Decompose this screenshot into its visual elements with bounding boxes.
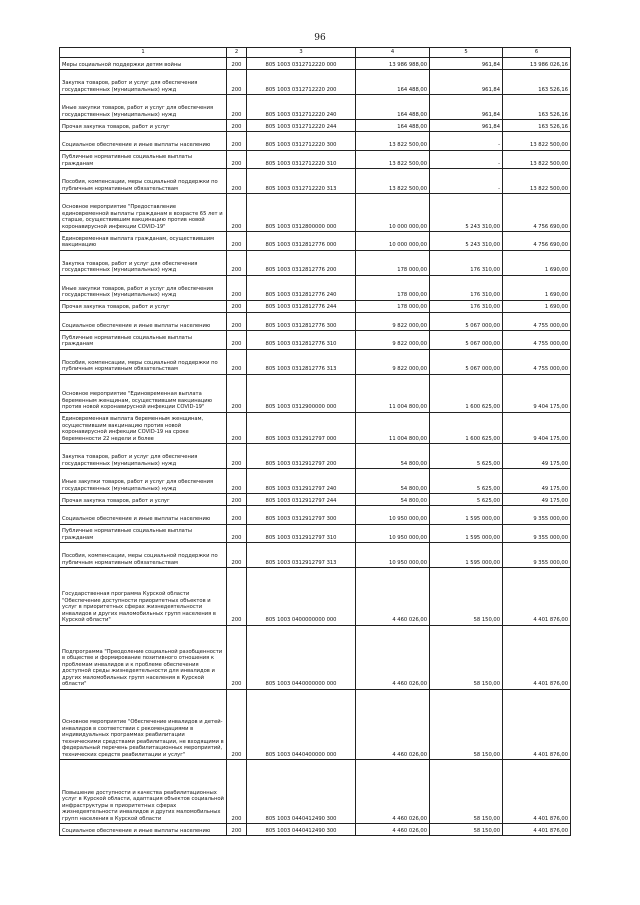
row-remainder-cell: 9 355 000,00 [503,524,571,543]
row-executed-cell: 58 150,00 [430,568,503,626]
row-group-cell: 200 [227,543,247,568]
row-name-cell: Меры социальной поддержки детям войны [60,58,227,70]
table-row [60,250,571,275]
row-amount-cell: 11 004 800,00 [356,374,430,412]
row-remainder-cell: 4 401 876,00 [503,568,571,626]
row-remainder-cell: 4 755 000,00 [503,349,571,374]
row-group-cell: 200 [227,824,247,836]
row-executed-cell: 1 595 000,00 [430,524,503,543]
row-remainder-cell: 4 755 000,00 [503,312,571,331]
row-group-cell: 200 [227,349,247,374]
row-remainder-cell: 4 401 876,00 [503,689,571,760]
row-remainder-cell: 4 401 876,00 [503,760,571,824]
row-name-cell: Социальное обеспечение и иные выплаты населению [60,312,227,331]
row-remainder-cell: 4 401 876,00 [503,824,571,836]
row-executed-cell: 1 600 625,00 [430,374,503,412]
table-row [60,232,571,251]
row-remainder-cell: 1 690,00 [503,250,571,275]
table-row [60,70,571,95]
row-code-cell: 805 1003 0312712220 200 [247,70,356,95]
row-amount-cell: 13 822 500,00 [356,169,430,194]
header-col-4: 4 [356,48,430,58]
row-name-cell: Единовременная выплата гражданам, осуществившим вакцинацию [60,232,227,251]
row-executed-cell: 5 243 310,00 [430,194,503,232]
row-amount-cell: 10 000 000,00 [356,194,430,232]
row-remainder-cell: 4 756 690,00 [503,194,571,232]
row-code-cell: 805 1003 0312812776 310 [247,331,356,350]
row-remainder-cell: 9 355 000,00 [503,543,571,568]
row-name-cell: Закупка товаров, работ и услуг для обеспечения государственных (муниципальных) нужд [60,70,227,95]
row-executed-cell: 58 150,00 [430,625,503,689]
row-group-cell: 200 [227,524,247,543]
row-executed-cell: 5 625,00 [430,444,503,469]
row-executed-cell: 58 150,00 [430,689,503,760]
row-code-cell: 805 1003 0312912797 310 [247,524,356,543]
row-code-cell: 805 1003 0312912797 244 [247,494,356,506]
budget-table [59,47,571,836]
row-name-cell: Пособия, компенсации, меры социальной поддержки по публичным нормативным обязательствам [60,169,227,194]
row-remainder-cell: 9 404 175,00 [503,412,571,444]
row-amount-cell: 10 950 000,00 [356,506,430,525]
row-amount-cell: 54 800,00 [356,444,430,469]
table-row [60,275,571,300]
row-amount-cell: 10 000 000,00 [356,232,430,251]
row-code-cell: 805 1003 0312912797 200 [247,444,356,469]
row-amount-cell: 178 000,00 [356,300,430,312]
table-row [60,412,571,444]
row-group-cell: 200 [227,120,247,132]
table-row [60,150,571,169]
row-executed-cell: 961,84 [430,120,503,132]
row-amount-cell: 178 000,00 [356,250,430,275]
row-executed-cell: 176 310,00 [430,300,503,312]
row-executed-cell: 176 310,00 [430,275,503,300]
row-amount-cell: 4 460 026,00 [356,689,430,760]
row-group-cell: 200 [227,625,247,689]
row-name-cell: Публичные нормативные социальные выплаты гражданам [60,524,227,543]
row-executed-cell: 176 310,00 [430,250,503,275]
row-group-cell: 200 [227,150,247,169]
row-remainder-cell: 49 175,00 [503,494,571,506]
row-amount-cell: 164 488,00 [356,70,430,95]
row-code-cell: 805 1003 0312712220 310 [247,150,356,169]
table-row [60,494,571,506]
table-row [60,824,571,836]
row-remainder-cell: 163 526,16 [503,120,571,132]
row-name-cell: Публичные нормативные социальные выплаты гражданам [60,150,227,169]
table-row [60,625,571,689]
row-executed-cell: - [430,132,503,151]
row-code-cell: 805 1003 0440000000 000 [247,625,356,689]
row-amount-cell: 54 800,00 [356,494,430,506]
row-code-cell: 805 1003 0312912797 000 [247,412,356,444]
row-amount-cell: 13 822 500,00 [356,132,430,151]
row-group-cell: 200 [227,374,247,412]
table-row [60,689,571,760]
row-name-cell: Подпрограмма "Преодоление социальной разобщенности в обществе и формирование позитивного отношения к проблемам инвалидов и к проблеме обеспечения доступной среды жизнедеятельности для инвалидов и других маломобильных групп населения в Курской области" [60,625,227,689]
row-group-cell: 200 [227,58,247,70]
row-executed-cell: 961,84 [430,95,503,120]
header-col-6: 6 [503,48,571,58]
row-code-cell: 805 1003 0312900000 000 [247,374,356,412]
row-name-cell: Иные закупки товаров, работ и услуг для обеспечения государственных (муниципальных) нужд [60,469,227,494]
row-executed-cell: 58 150,00 [430,824,503,836]
row-code-cell: 805 1003 0440400000 000 [247,689,356,760]
row-code-cell: 805 1003 0440412490 300 [247,824,356,836]
row-executed-cell: - [430,150,503,169]
row-name-cell: Закупка товаров, работ и услуг для обеспечения государственных (муниципальных) нужд [60,444,227,469]
header-col-1: 1 [60,48,227,58]
row-amount-cell: 9 822 000,00 [356,312,430,331]
row-remainder-cell: 9 355 000,00 [503,506,571,525]
row-amount-cell: 10 950 000,00 [356,543,430,568]
row-remainder-cell: 4 755 000,00 [503,331,571,350]
table-row [60,543,571,568]
row-amount-cell: 4 460 026,00 [356,568,430,626]
row-group-cell: 200 [227,469,247,494]
table-row [60,469,571,494]
row-code-cell: 805 1003 0312712220 000 [247,58,356,70]
row-executed-cell: 1 600 625,00 [430,412,503,444]
row-code-cell: 805 1003 0312712220 300 [247,132,356,151]
row-remainder-cell: 13 986 026,16 [503,58,571,70]
row-group-cell: 200 [227,300,247,312]
row-amount-cell: 10 950 000,00 [356,524,430,543]
row-code-cell: 805 1003 0312812776 300 [247,312,356,331]
row-remainder-cell: 4 756 690,00 [503,232,571,251]
table-row [60,194,571,232]
row-name-cell: Прочая закупка товаров, работ и услуг [60,120,227,132]
row-group-cell: 200 [227,506,247,525]
table-row [60,312,571,331]
header-col-5: 5 [430,48,503,58]
row-name-cell: Прочая закупка товаров, работ и услуг [60,300,227,312]
row-remainder-cell: 163 526,16 [503,70,571,95]
row-group-cell: 200 [227,412,247,444]
table-row [60,169,571,194]
row-name-cell: Закупка товаров, работ и услуг для обеспечения государственных (муниципальных) нужд [60,250,227,275]
row-name-cell: Социальное обеспечение и иные выплаты населению [60,506,227,525]
row-executed-cell: 5 243 310,00 [430,232,503,251]
row-executed-cell: 5 067 000,00 [430,312,503,331]
row-name-cell: Основное мероприятие "Обеспечение инвалидов и детей-инвалидов в соответствии с рекомендациями в индивидуальных программах реабилитации техническими средствами реабилитации, не входящими в федеральный перечень реабилитационных мероприятий, технических средств реабилитации и услуг" [60,689,227,760]
page-number: 96 [314,33,326,43]
row-amount-cell: 11 004 800,00 [356,412,430,444]
row-group-cell: 200 [227,312,247,331]
header-col-2: 2 [227,48,247,58]
table-header-row [60,48,571,58]
row-executed-cell: 1 595 000,00 [430,506,503,525]
row-code-cell: 805 1003 0312812776 313 [247,349,356,374]
row-amount-cell: 13 822 500,00 [356,150,430,169]
row-remainder-cell: 1 690,00 [503,275,571,300]
row-name-cell: Социальное обеспечение и иные выплаты населению [60,824,227,836]
row-amount-cell: 164 488,00 [356,95,430,120]
row-group-cell: 200 [227,331,247,350]
row-group-cell: 200 [227,232,247,251]
table-row [60,300,571,312]
table-row [60,760,571,824]
row-amount-cell: 9 822 000,00 [356,331,430,350]
row-executed-cell: 5 625,00 [430,469,503,494]
row-code-cell: 805 1003 0312812776 244 [247,300,356,312]
row-remainder-cell: 4 401 876,00 [503,625,571,689]
table-row [60,95,571,120]
budget-table-body [60,48,571,836]
header-col-3: 3 [247,48,356,58]
row-amount-cell: 178 000,00 [356,275,430,300]
row-group-cell: 200 [227,568,247,626]
row-amount-cell: 9 822 000,00 [356,349,430,374]
row-group-cell: 200 [227,70,247,95]
row-remainder-cell: 13 822 500,00 [503,169,571,194]
row-executed-cell: 5 067 000,00 [430,349,503,374]
row-executed-cell: - [430,169,503,194]
row-name-cell: Повышение доступности и качества реабилитационных услуг в Курской области, адаптация объектов социальной инфраструктуры в приоритетных сферах жизнедеятельности инвалидов и других маломобильных групп населения в Курской области [60,760,227,824]
row-executed-cell: 58 150,00 [430,760,503,824]
table-row [60,444,571,469]
row-name-cell: Пособия, компенсации, меры социальной поддержки по публичным нормативным обязательствам [60,543,227,568]
row-executed-cell: 961,84 [430,58,503,70]
table-row [60,506,571,525]
row-code-cell: 805 1003 0312812776 240 [247,275,356,300]
row-name-cell: Государственная программа Курской области "Обеспечение доступности приоритетных объектов и услуг в приоритетных сферах жизнедеятельности инвалидов и других маломобильных групп населения в Курской области" [60,568,227,626]
row-remainder-cell: 13 822 500,00 [503,132,571,151]
table-row [60,331,571,350]
row-amount-cell: 4 460 026,00 [356,824,430,836]
row-executed-cell: 961,84 [430,70,503,95]
row-group-cell: 200 [227,169,247,194]
row-code-cell: 805 1003 0312912797 300 [247,506,356,525]
row-name-cell: Прочая закупка товаров, работ и услуг [60,494,227,506]
row-code-cell: 805 1003 0440412490 300 [247,760,356,824]
row-executed-cell: 5 625,00 [430,494,503,506]
row-code-cell: 805 1003 0312712220 313 [247,169,356,194]
row-group-cell: 200 [227,275,247,300]
row-group-cell: 200 [227,132,247,151]
row-remainder-cell: 13 822 500,00 [503,150,571,169]
row-group-cell: 200 [227,194,247,232]
row-remainder-cell: 49 175,00 [503,469,571,494]
table-row [60,349,571,374]
row-code-cell: 805 1003 0312812776 200 [247,250,356,275]
row-name-cell: Иные закупки товаров, работ и услуг для обеспечения государственных (муниципальных) нужд [60,275,227,300]
row-amount-cell: 4 460 026,00 [356,760,430,824]
row-remainder-cell: 163 526,16 [503,95,571,120]
table-row [60,524,571,543]
row-amount-cell: 164 488,00 [356,120,430,132]
row-name-cell: Социальное обеспечение и иные выплаты населению [60,132,227,151]
row-name-cell: Основное мероприятие "Предоставление единовременной выплаты гражданам в возрасте 65 лет и старше, осуществившим вакцинацию против новой коронавирусной инфекции COVID-19" [60,194,227,232]
row-amount-cell: 54 800,00 [356,469,430,494]
table-row [60,568,571,626]
row-code-cell: 805 1003 0312800000 000 [247,194,356,232]
row-name-cell: Основное мероприятие "Единовременная выплата беременным женщинам, осуществившим вакцинацию против новой коронавирусной инфекции COVID-19" [60,374,227,412]
row-name-cell: Иные закупки товаров, работ и услуг для обеспечения государственных (муниципальных) нужд [60,95,227,120]
row-name-cell: Единовременная выплата беременным женщинам, осуществившим вакцинацию против новой коронавирусной инфекции COVID-19 на сроке беременности 22 недели и более [60,412,227,444]
row-name-cell: Пособия, компенсации, меры социальной поддержки по публичным нормативным обязательствам [60,349,227,374]
row-group-cell: 200 [227,95,247,120]
row-amount-cell: 13 986 988,00 [356,58,430,70]
row-remainder-cell: 49 175,00 [503,444,571,469]
row-remainder-cell: 9 404 175,00 [503,374,571,412]
row-group-cell: 200 [227,250,247,275]
row-remainder-cell: 1 690,00 [503,300,571,312]
row-code-cell: 805 1003 0312812776 000 [247,232,356,251]
row-code-cell: 805 1003 0312912797 240 [247,469,356,494]
table-row [60,374,571,412]
row-group-cell: 200 [227,689,247,760]
row-name-cell: Публичные нормативные социальные выплаты гражданам [60,331,227,350]
table-row [60,120,571,132]
row-group-cell: 200 [227,494,247,506]
table-row [60,132,571,151]
table-row [60,58,571,70]
row-group-cell: 200 [227,760,247,824]
row-executed-cell: 1 595 000,00 [430,543,503,568]
row-code-cell: 805 1003 0400000000 000 [247,568,356,626]
row-group-cell: 200 [227,444,247,469]
row-code-cell: 805 1003 0312912797 313 [247,543,356,568]
row-code-cell: 805 1003 0312712220 244 [247,120,356,132]
row-amount-cell: 4 460 026,00 [356,625,430,689]
row-code-cell: 805 1003 0312712220 240 [247,95,356,120]
row-executed-cell: 5 067 000,00 [430,331,503,350]
